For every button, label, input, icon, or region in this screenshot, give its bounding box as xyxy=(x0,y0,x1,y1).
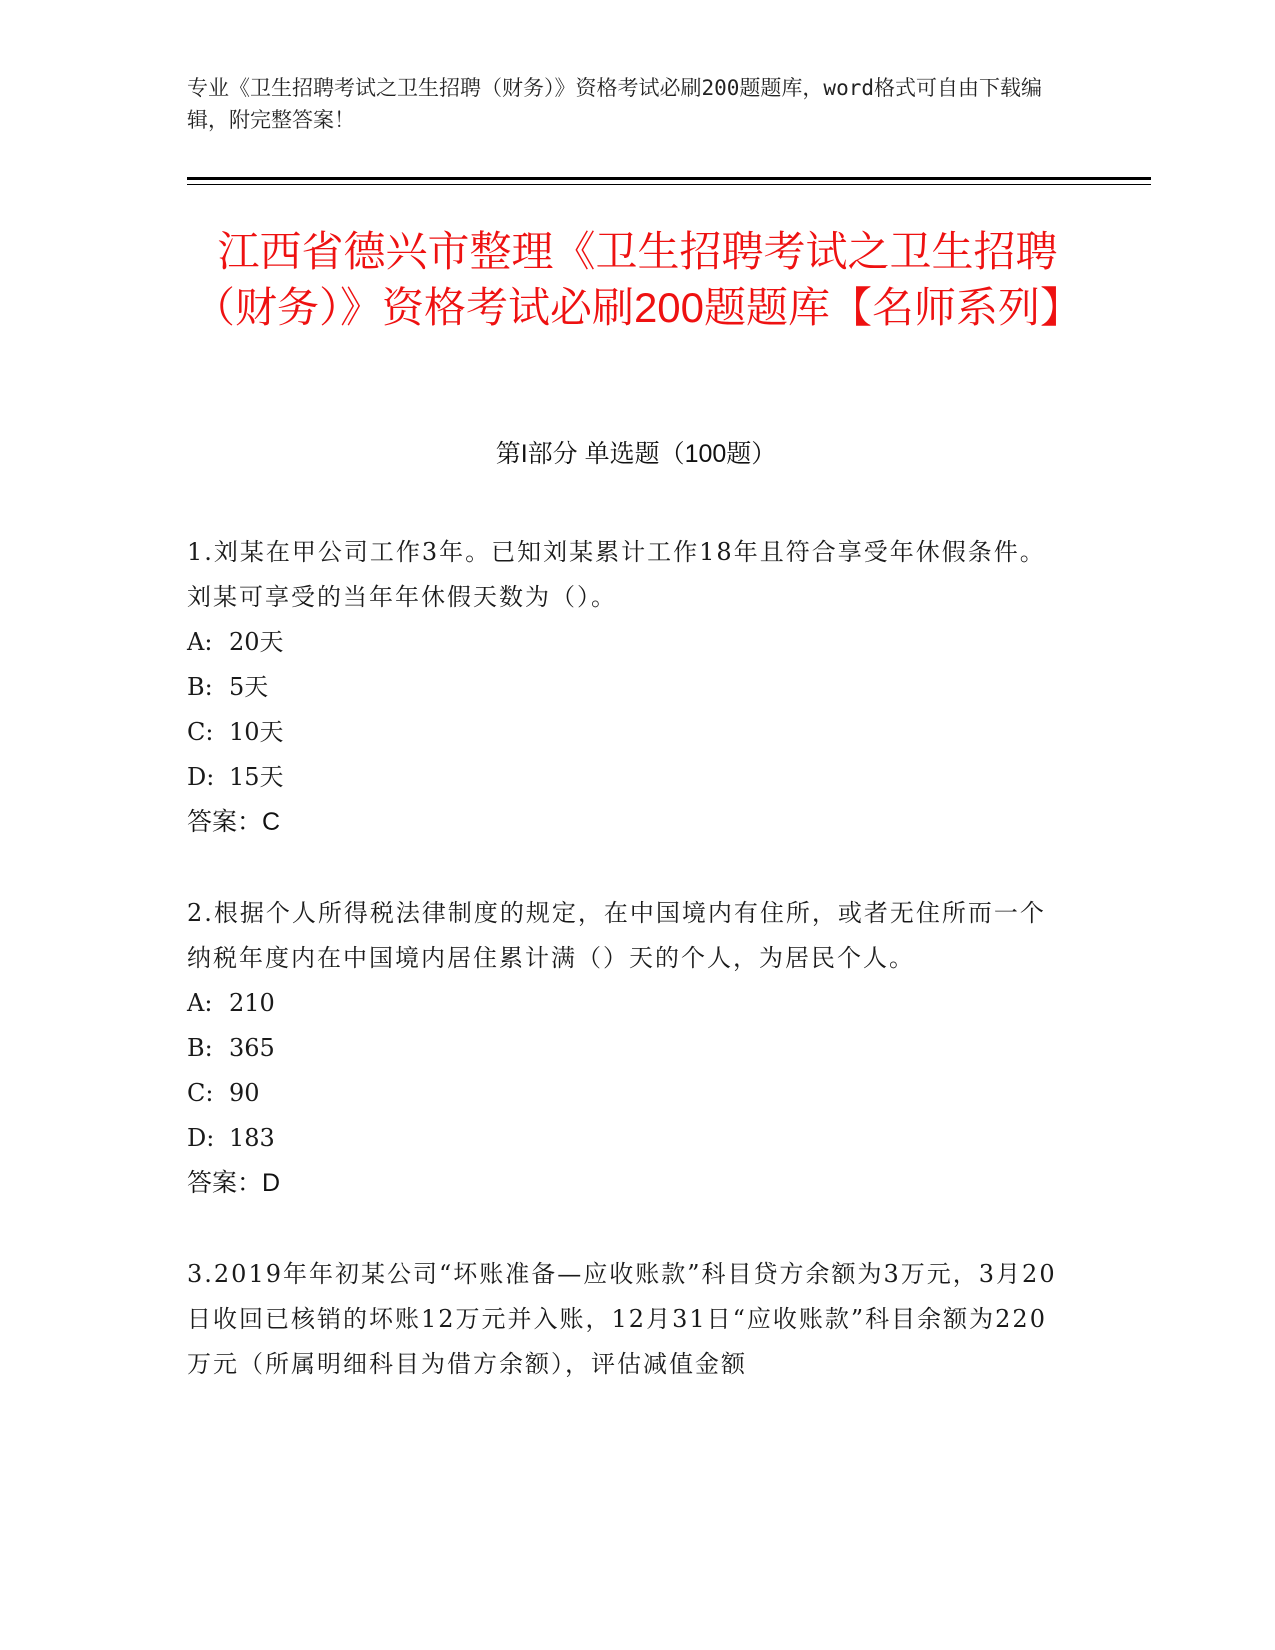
option-d xyxy=(187,1116,1067,1161)
question-list xyxy=(187,530,1067,1433)
header-note: 专业《卫生招聘考试之卫生招聘（财务）》资格考试必刷200题题库，word格式可自由下载编辑，附完整答案！ xyxy=(187,76,1042,132)
option-text: 5天 xyxy=(229,673,269,701)
option-d xyxy=(187,755,1067,800)
option-b xyxy=(187,1026,1067,1071)
answer-line xyxy=(187,1161,1067,1206)
option-c xyxy=(187,1071,1067,1116)
header-divider-thin xyxy=(187,184,1151,185)
option-text: 90 xyxy=(229,1079,260,1107)
option-key: C: xyxy=(187,1079,214,1107)
answer-line xyxy=(187,800,1067,845)
option-text: 365 xyxy=(229,1034,275,1062)
option-text: 210 xyxy=(229,989,275,1017)
option-key: D: xyxy=(187,1124,215,1152)
answer-value: D xyxy=(262,1169,281,1197)
question-1 xyxy=(187,530,1067,845)
option-a xyxy=(187,620,1067,665)
question-stem: 1.刘某在甲公司工作3年。已知刘某累计工作18年且符合享受年休假条件。刘某可享受的当年年休假天数为（）。 xyxy=(187,538,1046,611)
document-title: 江西省德兴市整理《卫生招聘考试之卫生招聘（财务）》资格考试必刷200题题库【名师系列】 xyxy=(192,228,1083,331)
option-a xyxy=(187,981,1067,1026)
question-stem: 3.2019年年初某公司“坏账准备—应收账款”科目贷方余额为3万元，3月20日收回已核销的坏账12万元并入账，12月31日“应收账款”科目余额为220万元（所属明细科目为借方余额），评估减值金额 xyxy=(187,1260,1057,1378)
question-stem: 2.根据个人所得税法律制度的规定，在中国境内有住所，或者无住所而一个纳税年度内在中国境内居住累计满（）天的个人，为居民个人。 xyxy=(187,899,1046,972)
option-key: B: xyxy=(187,673,213,701)
option-key: D: xyxy=(187,763,215,791)
option-key: B: xyxy=(187,1034,213,1062)
option-text: 15天 xyxy=(229,763,284,791)
option-key: C: xyxy=(187,718,214,746)
option-b xyxy=(187,665,1067,710)
option-key: A: xyxy=(187,628,213,656)
option-text: 20天 xyxy=(229,628,284,656)
option-text: 10天 xyxy=(229,718,284,746)
question-2 xyxy=(187,891,1067,1206)
option-c xyxy=(187,710,1067,755)
answer-label: 答案： xyxy=(187,808,263,836)
option-text: 183 xyxy=(229,1124,275,1152)
header-divider-thick xyxy=(187,177,1151,180)
section-title: 第I部分 单选题（100题） xyxy=(495,440,777,468)
answer-label: 答案： xyxy=(187,1169,263,1197)
option-key: A: xyxy=(187,989,213,1017)
question-3 xyxy=(187,1252,1067,1387)
answer-value: C xyxy=(262,808,281,836)
